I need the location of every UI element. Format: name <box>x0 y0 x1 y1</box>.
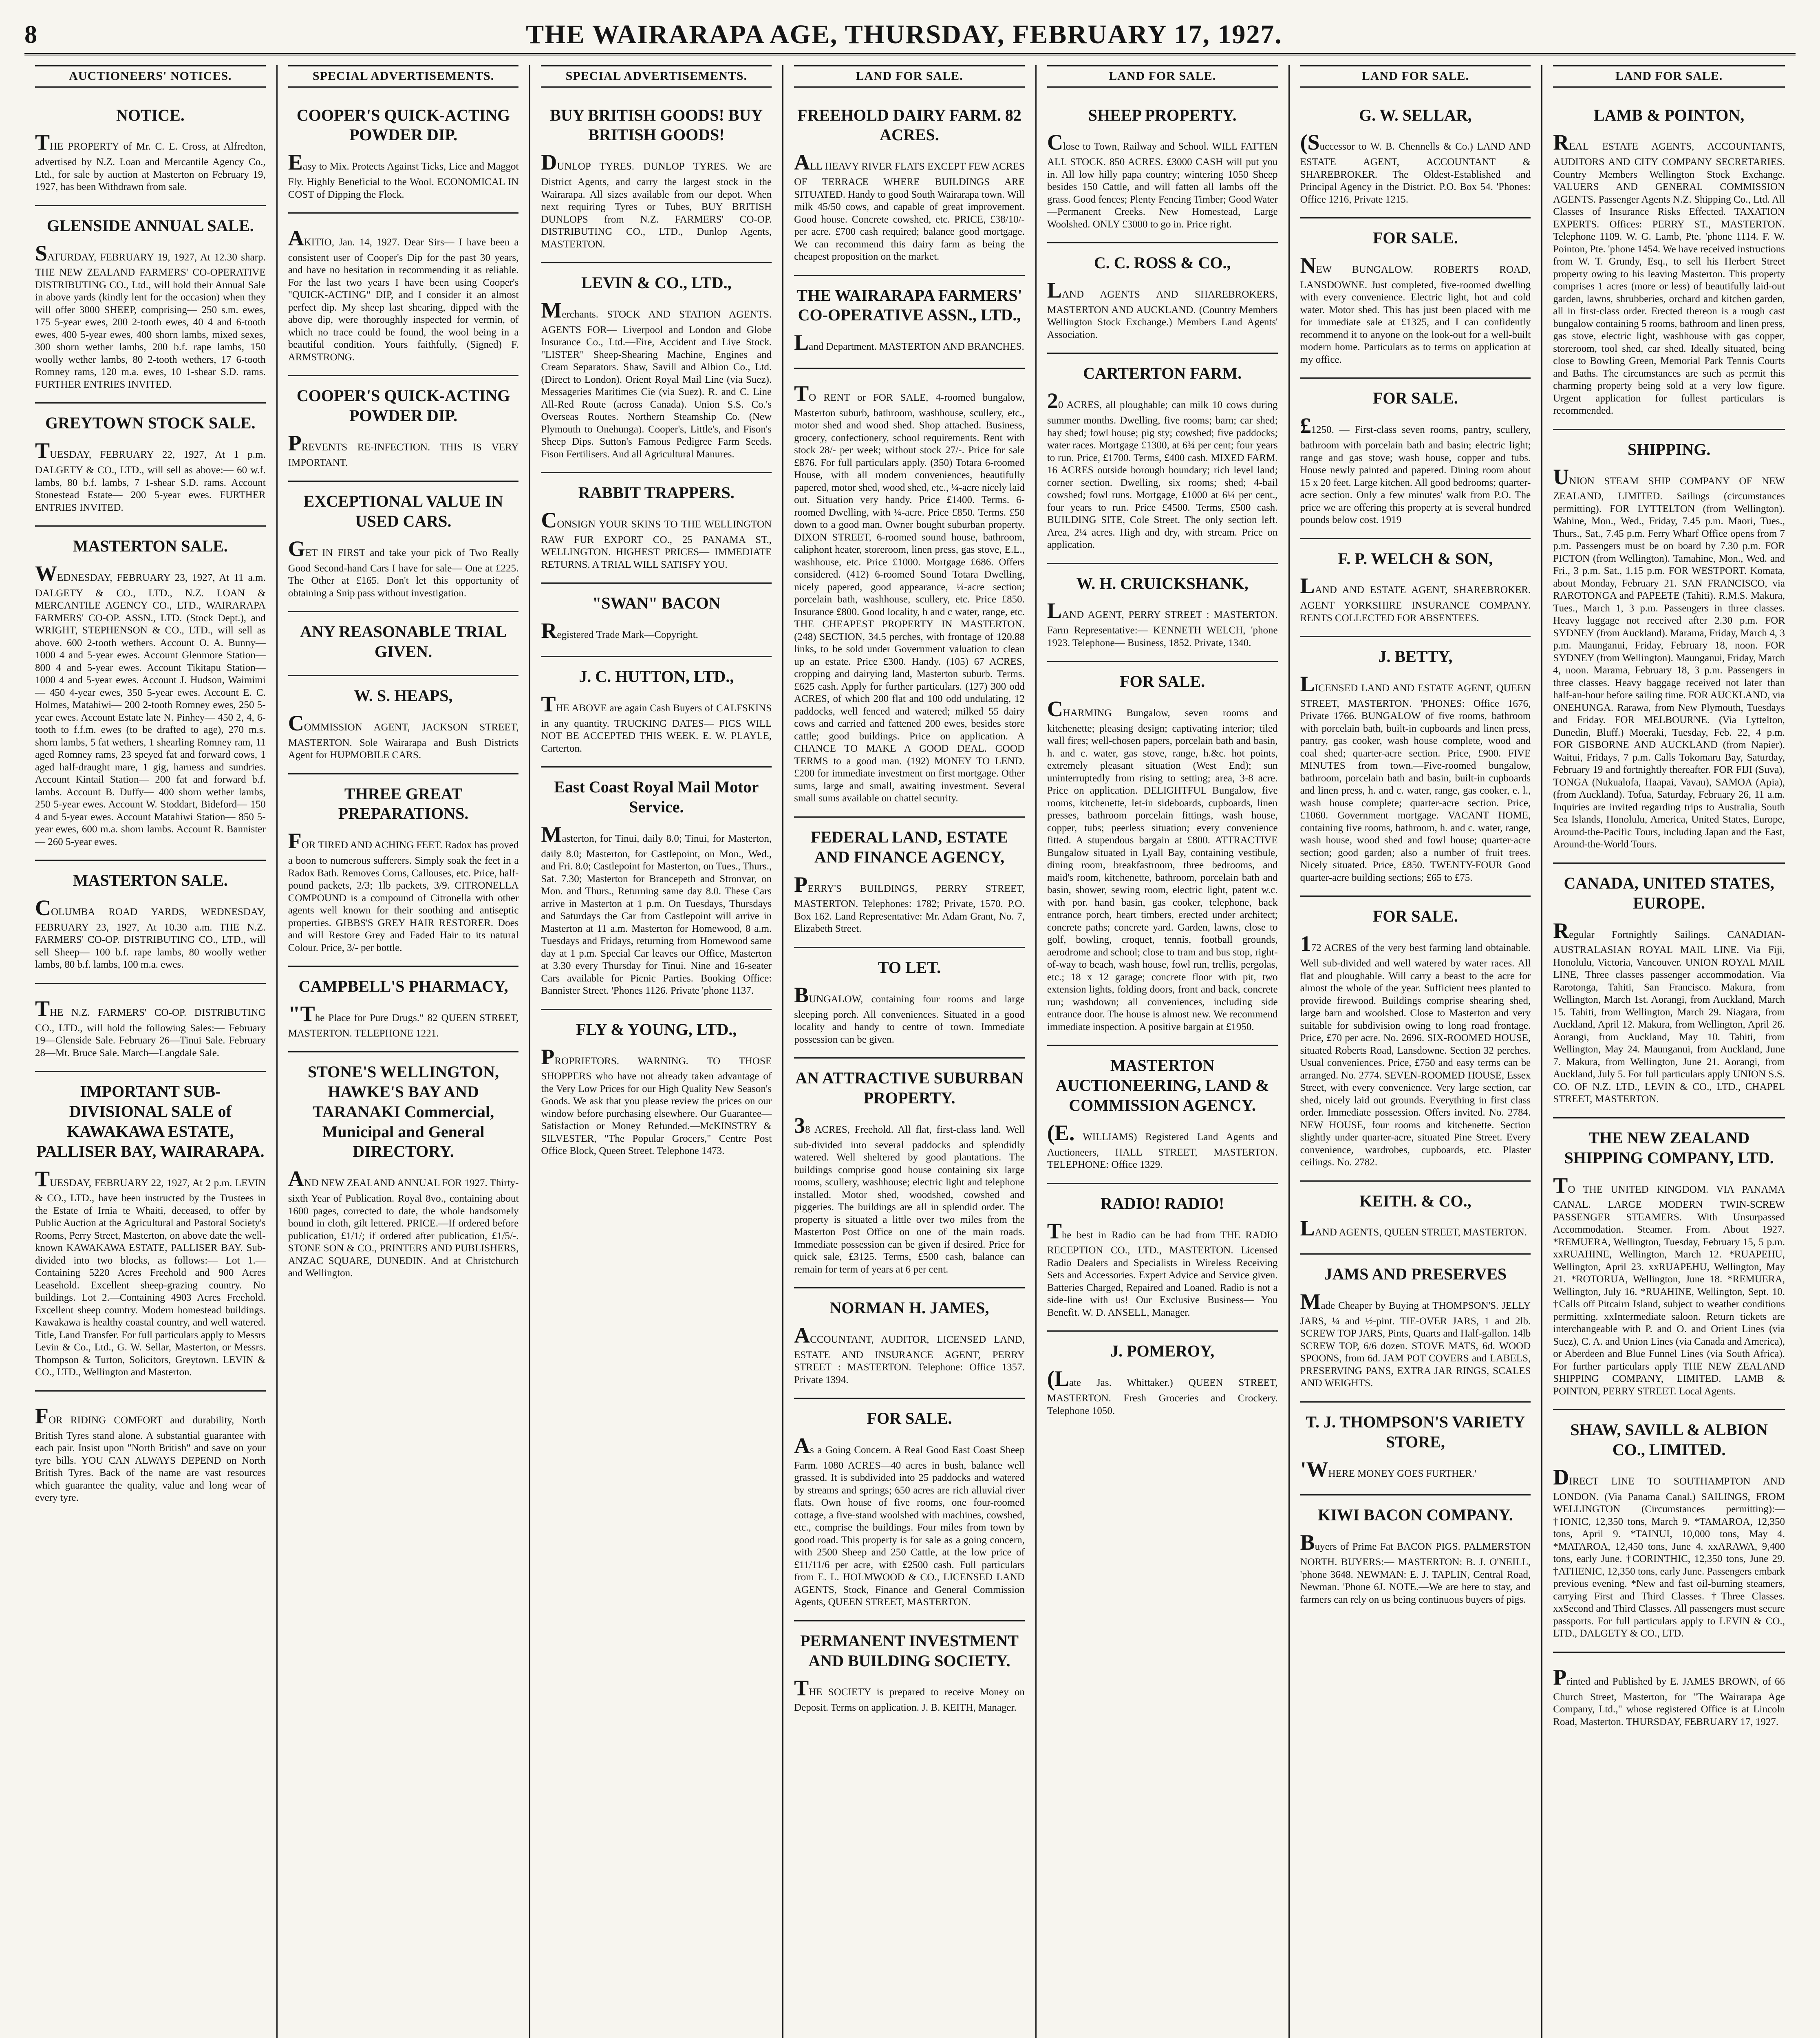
ad-title: East Coast Royal Mail Motor Service. <box>554 778 759 816</box>
column-heading: SPECIAL ADVERTISEMENTS. <box>541 65 772 88</box>
ad-title: ANY REASONABLE TRIAL GIVEN. <box>300 622 507 661</box>
ad-body: BUNGALOW, containing four rooms and large sleeping porch. All conveniences. Situated in a good locality and handy to centre of town. Immediate possession can be given. <box>794 982 1025 1045</box>
advertisement <box>35 206 266 404</box>
ad-body: COMMISSION AGENT, JACKSON STREET, MASTERTON. Sole Wairarapa and Bush Districts Agent for HUPMOBILE CARS. <box>288 710 519 761</box>
ad-title: T. J. THOMPSON'S VARIETY STORE, <box>1306 1412 1525 1451</box>
ad-body: TO THE UNITED KINGDOM. VIA PANAMA CANAL. LARGE MODERN TWIN-SCREW PASSENGER STEAMERS. With Unsurpassed Accommodation. Steamer. From. About 1927. *REMUERA, Wellington, Tuesday, February 15, 5 p.m. xxRUAHINE, Wellington, March 12. *RUAPEHU, Wellington, April 23. xxRUAPEHU, Wellington, May 21. *ROTORUA, Wellington, June 18. *REMUERA, Wellington, July 16. *RUAHINE, Wellington, Sept. 10. †Calls off Pitcairn Island, subject to weather conditions permitting. xxIntermediate saloon. Return tickets are interchangeable with P. and O. and Orient Lines (via Suez), C. A. and Union Lines (via Canada and America), or Aberdeen and Blue Funnel Lines (via South Africa). For further particulars apply THE NEW ZEALAND SHIPPING COMPANY, LIMITED. LAMB & POINTON, PERRY STREET. Local Agents. <box>1553 1173 1785 1397</box>
advertisement <box>35 1392 266 1516</box>
ad-body: Close to Town, Railway and School. WILL FATTEN ALL STOCK. 850 ACRES. £3000 CASH will put you in. All low hilly papa country; wintering 1050 Sheep besides 150 Cattle, and will fatten all lambs off the grass. Good fences; Plenty Fencing Timber; Good Water—Permanent Creeks. New Homestead, Large Woolshed. ONLY £3000 to go in. Price right. <box>1047 130 1278 230</box>
ad-body: FOR TIRED AND ACHING FEET. Radox has proved a boon to numerous sufferers. Simply soak the feet in a Radox Bath. Removes Corns, Callouses, etc. Price, half-pound packets, 2/3; 1lb packets, 3/9. CITRONELLA COMPOUND is a compound of Citronella with other agents well known for their soothing and antiseptic properties. GIBBS'S GREY HAIR RESTORER. Does and will Restore Grey and Faded Hair to its natural Colour. Price, 3/- per bottle. <box>288 829 519 953</box>
advertisement <box>1300 1255 1531 1403</box>
ad-title: C. C. ROSS & CO., <box>1094 254 1231 272</box>
advertisement <box>794 276 1025 369</box>
advertisement <box>35 527 266 861</box>
advertisement <box>1553 1410 1785 1652</box>
advertisement <box>1047 1184 1278 1332</box>
ad-body: GET IN FIRST and take your pick of Two Really Good Second-hand Cars I have for sale— One at £225. The Other at £165. Don't let this opportunity of obtaining a Snip pass without investigation. <box>288 536 519 599</box>
advertisement <box>35 96 266 206</box>
ad-body: DUNLOP TYRES. DUNLOP TYRES. We are District Agents, and carry the largest stock in the Wairarapa. All sizes available from our depot. When next requiring Tyres or Tubes, BUY BRITISH DUNLOPS from N.Z. FARMERS' CO-OP. DISTRIBUTING CO., LTD., Dunlop Agents, MASTERTON. <box>541 150 772 250</box>
ad-title: SHIPPING. <box>1627 440 1711 459</box>
ad-title: "SWAN" BACON <box>592 594 721 613</box>
ad-title: PERMANENT INVESTMENT AND BUILDING SOCIETY. <box>800 1631 1019 1670</box>
ad-body: WEDNESDAY, FEBRUARY 23, 1927, At 11 a.m. DALGETY & CO., LTD., N.Z. LOAN & MERCANTILE AGENCY CO., LTD., WAIRARAPA FARMERS' CO-OP. ASSN., LTD. (Stock Dept.), and WRIGHT, STEPHENSON & CO., LTD., will sell as above. 600 2-tooth wethers. Account O. A. Bunny— 1000 4 and 5-year ewes. Account Glenmore Station— 800 4 and 5-year ewes. Account Tikitapu Station— 1000 4 and 5-year ewes. Account J. Hudson, Waimimi— 450 4-year ewes, 350 5-year ewes. Account E. C. Holmes, Matahiwi— 200 2-tooth Romney ewes, 250 5-year ewes. Account Estate late N. Pinhey— 450 2, 4, 6-tooth to f.f.m. ewes (to be drafted to age), 270 m.s. shorn lambs, 5 fat wethers, 1 shearling Romney ram, 11 aged Romney rams, 23 speyed fat and forward cows, 1 aged half-draught mare, 1 gig, harness and sundries. Account Kintail Station— 200 fat and forward b.f. lambs. Account B. Duffy— 400 shorn wether lambs, 250 5-year ewes. Account W. Stoddart, Bideford— 150 4 and 5-year ewes. Account Matahiwi Station— 850 5-year ewes, 600 m.a. shorn lambs. Account R. Bannister— 260 5-year ewes. <box>35 561 266 847</box>
ad-title: G. W. SELLAR, <box>1359 106 1472 124</box>
ad-body: ACCOUNTANT, AUDITOR, LICENSED LAND, ESTATE AND INSURANCE AGENT, PERRY STREET : MASTERTON. Telephone: Office 1357. Private 1394. <box>794 1323 1025 1385</box>
advertisement <box>794 96 1025 276</box>
advertisement <box>1553 864 1785 1118</box>
advertisement <box>288 774 519 967</box>
ad-title: THE NEW ZEALAND SHIPPING COMPANY, LTD. <box>1564 1128 1774 1167</box>
ad-body: LICENSED LAND AND ESTATE AGENT, QUEEN STREET, MASTERTON. 'PHONES: Office 1676, Private 1766. BUNGALOW of five rooms, bathroom with porcelain bath, built-in cupboards and linen press, pantry, gas cooker, wash house complete, wood and coal shed; quarter-acre section. Price, £900. FIVE MINUTES from town.—Five-roomed bungalow, bathroom, porcelain bath and basin, built-in cupboards and linen press, h. and c. water, range, gas cooker, e. l., wash house complete; quarter-acre section. Price, £1060. Government mortgage. VACANT HOME, containing five rooms, bathroom, h. and c. water, range, wash house, wood shed and fowl house; quarter-acre section; good garden; also a number of fruit trees. Nicely situated. Price, £850. TWENTY-FOUR Good quarter-acre building sections; £65 to £75. <box>1300 672 1531 883</box>
ad-body: ALL HEAVY RIVER FLATS EXCEPT FEW ACRES OF TERRACE WHERE BUILDINGS ARE SITUATED. Handy to good South Wairarapa town. Will milk 45/50 cows, and capable of great improvement. Good house. Concrete cowshed, etc. PRICE, £38/10/- per acre. £700 cash required; balance good mortgage. We can recommend this dairy farm as being the cheapest proposition on the market. <box>794 150 1025 262</box>
ad-body: REAL ESTATE AGENTS, ACCOUNTANTS, AUDITORS AND CITY COMPANY SECRETARIES. Country Members Wellington Stock Exchange. VALUERS AND GENERAL COMMISSION AGENTS. Passenger Agents N.Z. Shipping Co., Ltd. All Classes of Insurance Risks Effected. TAXATION EXPERTS. Offices: PERRY ST., MASTERTON. Telephone 1109. W. G. Lamb, Pte. 'phone 1114. F. W. Pointon, Pte. 'phone 1454. We have received instructions from W. T. Grundy, Esq., to sell his Herbert Street property owing to his leaving Masterton. This property comprises 1 acres (more or less) of beautifully laid-out garden, lawns, shrubberies, orchard and kitchen garden, all in first-class order. Erected thereon is a rough cast bungalow containing 5 rooms, bathroom and linen press, gas stove, electric light, washhouse with gas copper, storeroom, tool shed, car shed. Ideally situated, being close to Bowling Green, Memorial Park Tennis Courts and Baths. The circumstances are such as permit this charming property being sold at a very low figure. Urgent application for fullest particulars is recommended. <box>1553 130 1785 417</box>
advertisement <box>541 473 772 584</box>
ad-body: LAND AND ESTATE AGENT, SHAREBROKER. AGENT YORKSHIRE INSURANCE COMPANY. RENTS COLLECTED FOR ABSENTEES. <box>1300 573 1531 624</box>
ad-title: THE WAIRARAPA FARMERS' CO-OPERATIVE ASSN., LTD., <box>796 286 1022 324</box>
ad-title: J. C. HUTTON, LTD., <box>579 667 734 686</box>
advertisement <box>1553 96 1785 430</box>
advertisement <box>288 96 519 214</box>
ad-body: (Successor to W. B. Chennells & Co.) LAND AND ESTATE AGENT, ACCOUNTANT & SHAREBROKER. The Oldest-Established and Principal Agency in the District. P.O. Box 54. 'Phones: Office 1216, Private 1215. <box>1300 130 1531 205</box>
advertisement <box>1300 897 1531 1181</box>
advertisement <box>794 1399 1025 1621</box>
ad-title: FLY & YOUNG, LTD., <box>576 1020 737 1039</box>
ad-body: AND NEW ZEALAND ANNUAL FOR 1927. Thirty-sixth Year of Publication. Royal 8vo., containing about 1600 pages, corrected to date, the whole handsomely bound in cloth, gilt lettered. PRICE.—If ordered before publication, £1/1/; if ordered after publication, £1/5/-. STONE SON & CO., PRINTERS AND PUBLISHERS, ANZAC SQUARE, DUNEDIN. And at Christchurch and Wellington. <box>288 1167 519 1279</box>
ad-title: STONE'S WELLINGTON, HAWKE'S BAY AND TARANAKI Commercial, Municipal and General DIRECTORY. <box>308 1063 499 1161</box>
ad-title: NOTICE. <box>116 106 185 124</box>
advertisement <box>1300 218 1531 379</box>
column-3 <box>530 65 783 2038</box>
advertisement <box>794 818 1025 948</box>
advertisement <box>794 1059 1025 1288</box>
advertisement <box>288 214 519 376</box>
ad-body: THE PROPERTY of Mr. C. E. Cross, at Alfredton, advertised by N.Z. Loan and Mercantile Agency Co., Ltd., for sale by auction at Masterton on February 19, 1927, has been Withdrawn from sale. <box>35 130 266 193</box>
column-7 <box>1542 65 1796 2038</box>
advertisement <box>1300 1495 1531 1617</box>
ad-body: AKITIO, Jan. 14, 1927. Dear Sirs— I have been a consistent user of Cooper's Dip for the past 30 years, and have no hesitation in recommending it as reliable. For the last two years I have been using Cooper's "QUICK-ACTING" DIP, and I consider it an almost perfect dip. My sheep last shearing, dipped with the above dip, were thoroughly inspected for vermin, of which no trace could be found, the wool being in a beautiful condition. Yours faithfully, (Signed) F. ARMSTRONG. <box>288 226 519 363</box>
ad-body: UNION STEAM SHIP COMPANY OF NEW ZEALAND, LIMITED. Sailings (circumstances permitting). FOR LYTTELTON (from Wellington). Wahine, Mon., Wed., Friday, 7.45 p.m. Maori, Tues., Thurs., Sat., 7.45 p.m. Ferry Wharf Office opens from 7 p.m. Passengers must be on board by 7.30 p.m. FOR PICTON (from Wellington). Tamahine, Mon., Wed. and Fri., 3 p.m. Sat., 1.15 p.m. FOR WESTPORT. Komata, about Monday, February 21. SAN FRANCISCO, via RAROTONGA and PAPEETE (Tahiti). R.M.S. Makura, Tues., March 1, 3 p.m. Passengers in three classes. Heavy luggage not received after 2.30 p.m. FOR SYDNEY (from Auckland). Marama, Friday, March 4, 3 p.m. Maunganui, Friday, February 18, noon. FOR SYDNEY (from Wellington). Maunganui, Friday, March 4, noon. Marama, February 18, 3 p.m. Passengers in three classes. Heavy baggage received not later than half-an-hour before sailing time. FOR AUCKLAND, via ONEHUNGA. Rarawa, from New Plymouth, Tuesdays and Friday. FOR MELBOURNE. (Via Lyttelton, Dunedin, Bluff.) Moeraki, Tuesday, Feb. 22, 4 p.m. FOR GISBORNE AND AUCKLAND (from Napier). Waitui, Fridays, 7 p.m. Calls Tokomaru Bay, Saturday, February 19 and fortnightly thereafter. FOR FIJI (Suva), TONGA (Nukualofa, Haapai, Vavau), SAMOA (Apia), (from Auckland). Tofua, Saturday, February 26, 11 a.m. Inquiries are invited regarding trips to Australia, South Sea Islands, Honolulu, America, United States, Europe, Around-the-Pacific Tours, including Japan and the East, Around-the-World Tours. <box>1553 464 1785 850</box>
ad-body: LAND AGENTS, QUEEN STREET, MASTERTON. <box>1300 1216 1527 1241</box>
ad-title: W. H. CRUICKSHANK, <box>1076 574 1249 593</box>
ad-title: COOPER'S QUICK-ACTING POWDER DIP. <box>296 106 510 144</box>
advertisement <box>1047 564 1278 662</box>
ad-body: Land Department. MASTERTON AND BRANCHES. <box>794 330 1024 355</box>
advertisement <box>288 482 519 612</box>
advertisement <box>1047 96 1278 244</box>
ad-body: (Late Jas. Whittaker.) QUEEN STREET, MASTERTON. Fresh Groceries and Crockery. Telephone 1050. <box>1047 1366 1278 1416</box>
advertisement <box>541 768 772 1010</box>
advertisement <box>35 1072 266 1392</box>
ad-body: £1250. — First-class seven rooms, pantry, scullery, bathroom with porcelain bath and basin; electric light; range and gas stove; wash house, copper and tubs. House newly painted and papered. Dining room about 15 x 20 feet. Large kitchen. All good bedrooms; quarter-acre section. Only a few minutes' walk from P.O. The price we are offering this property at is several hundred pounds below cost. 1919 <box>1300 413 1531 526</box>
ad-title: J. BETTY, <box>1378 647 1453 666</box>
advertisement <box>288 676 519 774</box>
ad-body: THE N.Z. FARMERS' CO-OP. DISTRIBUTING CO., LTD., will hold the following Sales:— February 19—Glenside Sale. February 26—Tinui Sale. February 28—Mt. Bruce Sale. March—Langdale Sale. <box>35 996 266 1059</box>
advertisement <box>541 263 772 473</box>
column-5 <box>1037 65 1290 2038</box>
advertisement <box>1047 1332 1278 1429</box>
ad-title: IMPORTANT SUB-DIVISIONAL SALE of KAWAKAWA ESTATE, PALLISER BAY, WAIRARAPA. <box>36 1082 265 1160</box>
ad-title: NORMAN H. JAMES, <box>829 1299 989 1317</box>
advertisement <box>1553 430 1785 864</box>
ad-body: Registered Trade Mark—Copyright. <box>541 618 698 643</box>
ad-body: TO RENT or FOR SALE, 4-roomed bungalow, Masterton suburb, bathroom, washhouse, scullery, etc., motor shed and wood shed. Shop attached. Business, grocery, confectionery, school requirements. Rent with stock 28/- per week; without stock 27/-. Price for sale £876. For full particulars apply. (350) Totara 6-roomed House, with all modern conveniences, beautifully papered, motor shed, wood shed, etc., ¼-acre nicely laid out. Situation very handy. Price £1400. Terms. 6-roomed Dwelling, with ¼-acre. Price £850. Terms. £50 down to a good man. Owner bought suburban property. DIXON STREET, 6-roomed sound house, bathroom, caliphont heater, storeroom, linen press, gas stove, E.L., washhouse, etc. Price £1000. Mortgage £686. Offers considered. (412) 6-roomed Sound Totara Dwelling, nicely papered, good appearance, ¼-acre section; porcelain bath, washhouse, scullery, etc. Price £850. Insurance £800. Good locality, h and c water, range, etc. THE CHEAPEST PROPERTY IN MASTERTON. (248) SECTION, 34.5 perches, with frontage of 120.88 links, to be sold under Government valuation to clean up an estate. Price £300. Handy. (105) 67 ACRES, cropping and dairying land, Masterton suburb. Terms. £625 cash. Apply for further particulars. (127) 300 odd ACRES, of which 200 flat and 100 odd undulating, 12 paddocks, well fenced and watered; milked 55 dairy cows and carried and fattened 200 ewes, besides store cattle; good buildings. Price on application. A CHANCE TO MAKE A GOOD DEAL. GOOD TERMS to a good man. (192) MONEY TO LEND. £200 for immediate investment on first mortgage. Other sums, large and small, awaiting investment. Several small sums available on chattel security. <box>794 381 1025 804</box>
masthead <box>24 16 1796 55</box>
newspaper-title: THE WAIRARAPA AGE, THURSDAY, FEBRUARY 17, 1927. <box>526 20 1282 49</box>
column-2 <box>278 65 531 2038</box>
advertisement <box>794 369 1025 818</box>
ad-body: 20 ACRES, all ploughable; can milk 10 cows during summer months. Dwelling, five rooms; barn; car shed; hay shed; fowl house; pig sty; cowshed; five paddocks; water races. Mortgage £1300, at 6¾ per cent; four years to run. Price, £1700. Terms, £400 cash. MIXED FARM. 16 ACRES outside borough boundary; rich level land; corner section. Dwelling, six rooms; shed; 4-bail cowshed; fowl runs. Mortgage, £1000 at 6¼ per cent., four years to run. Price £4500. Terms, £500 cash. BUILDING SITE, Cole Street. The only section left. Area, 2¼ acres. High and dry, with stream. Price on application. <box>1047 388 1278 551</box>
ad-title: CAMPBELL'S PHARMACY, <box>298 977 508 996</box>
ad-title: EXCEPTIONAL VALUE IN USED CARS. <box>303 492 503 531</box>
advertisement <box>1553 1118 1785 1410</box>
advertisement <box>35 861 266 984</box>
ad-title: GREYTOWN STOCK SALE. <box>45 414 256 432</box>
column-heading: LAND FOR SALE. <box>1553 65 1785 88</box>
column-heading: AUCTIONEERS' NOTICES. <box>35 65 266 88</box>
advertisement <box>1300 96 1531 219</box>
advertisement <box>288 376 519 482</box>
advertisement <box>794 1621 1025 1726</box>
ad-body: Made Cheaper by Buying at THOMPSON'S. JELLY JARS, ¼ and ½-pint. TIE-OVER JARS, 1 and 2lb. SCREW TOP JARS, Pints, Quarts and Half-gallon. 14lb SCREW TOP, 6/6 dozen. STOVE MATS, 6d. WOOD SPOONS, from 6d. JAM POT COVERS and LABELS, PRESERVING PANS, EXTRA JAR RINGS, SCALES AND WEIGHTS. <box>1300 1289 1531 1389</box>
column-heading: LAND FOR SALE. <box>1047 65 1278 88</box>
advertisement <box>35 404 266 527</box>
ad-title: JAMS AND PRESERVES <box>1324 1265 1507 1284</box>
advertisement <box>1300 379 1531 539</box>
advertisement <box>541 96 772 263</box>
ad-body: FOR RIDING COMFORT and durability, North British Tyres stand alone. A substantial guarantee with each pair. Insist upon "North British" and save on your tyre bills. YOU CAN ALWAYS DEPEND on North British Tyres. Back of the name are vast resources which guarantee the quality, value and long wear of every tyre. <box>35 1403 266 1504</box>
ad-body: 'WHERE MONEY GOES FURTHER.' <box>1300 1457 1476 1482</box>
advertisement <box>541 657 772 768</box>
advertisement <box>1300 1182 1531 1255</box>
advertisement <box>288 967 519 1052</box>
ad-title: BUY BRITISH GOODS! BUY BRITISH GOODS! <box>550 106 763 144</box>
advertisement <box>288 1052 519 1291</box>
ad-body: LAND AGENTS AND SHAREBROKERS, MASTERTON AND AUCKLAND. (Country Members Wellington Stock Exchange.) Members Land Agents' Association. <box>1047 278 1278 340</box>
ad-title: MASTERTON SALE. <box>73 537 228 556</box>
ad-title: RADIO! RADIO! <box>1101 1194 1224 1213</box>
ad-title: MASTERTON AUCTIONEERING, LAND & COMMISSION AGENCY. <box>1056 1056 1269 1115</box>
ad-body: Buyers of Prime Fat BACON PIGS. PALMERSTON NORTH. BUYERS:— MASTERTON: B. J. O'NEILL, 'phone 3648. NEWMAN: E. J. TAPLIN, Central Road, Newman. 'Phone 6J. NOTE.—We are here to stay, and farmers can rely on us being continuous buyers of pigs. <box>1300 1530 1531 1605</box>
ad-title: GLENSIDE ANNUAL SALE. <box>46 216 254 235</box>
column-1 <box>24 65 278 2038</box>
ad-title: SHEEP PROPERTY. <box>1088 106 1237 124</box>
ad-title: KIWI BACON COMPANY. <box>1317 1506 1513 1524</box>
ad-body: Merchants. STOCK AND STATION AGENTS. AGENTS FOR— Liverpool and London and Globe Insurance Co., Ltd.—Fire, Accident and Live Stock. "LISTER" Sheep-Shearing Machine, Engines and Cream Separators. Shaw, Savill and Albion Co., Ltd. (Direct to London). Orient Royal Mail Line (via Suez). Messageries Maritimes Cie (via Suez). R. and C. Line All-Red Route (across Canada). Union S.S. Co.'s Overseas Routes. Northern Steamship Co. (New Plymouth to Onehunga). Cooper's, Little's, and Fison's Sheep Dips. Sutton's Famous Pedigree Farm Seeds. Fison Fertilisers. And all Agricultural Manures. <box>541 298 772 460</box>
ad-title: LAMB & POINTON, <box>1594 106 1745 124</box>
column-6 <box>1290 65 1543 2038</box>
ad-title: FOR SALE. <box>1372 389 1458 408</box>
ad-body: 172 ACRES of the very best farming land obtainable. Well sub-divided and well watered by water races. All flat and ploughable. Will carry a beast to the acre for almost the whole of the year. Sufficient trees planted to provide firewood. Buildings comprise shearing shed, large barn and woolshed. Close to Masterton and very suitable for subdivision owing to long road frontage. Price, £70 per acre. No. 2696. SIX-ROOMED HOUSE, situated Roberts Road, Lansdowne. Section 32 perches. Usual conveniences. Price, £750 and easy terms can be arranged. No. 2774. SEVEN-ROOMED HOUSE, Essex Street, with every convenience. Very large section, car shed, nicely laid out grounds. Everything in first class order. Immediate possession. Offers invited. No. 2784. NEW HOUSE, four rooms and kitchenette. Section slightly under quarter-acre, situated Pine Street. Every convenience, wardrobes, cupboards, etc. Plaster ceilings. No. 2782. <box>1300 931 1531 1168</box>
advertisement <box>794 1288 1025 1399</box>
ad-title: FEDERAL LAND, ESTATE AND FINANCE AGENCY, <box>810 827 1008 866</box>
advertisement <box>794 948 1025 1059</box>
newspaper-columns <box>24 65 1796 2038</box>
ad-body: DIRECT LINE TO SOUTHAMPTON AND LONDON. (Via Panama Canal.) SAILINGS, FROM WELLINGTON (Circumstances permitting):— †IONIC, 12,350 tons, March 9. *TAMAROA, 12,350 tons, April 9. *TAINUI, 10,000 tons, May 4. *MATAROA, 12,450 tons, June 4. xxARAWA, 9,400 tons, early June. †CORINTHIC, 12,350 tons, June 29. †ATHENIC, 12,350 tons, early June. Passengers embark previous evening. *New and fast oil-burning steamers, carrying First and Third Classes. †Three Classes. xxSecond and Third Classes. All passengers must secure passports. For full particulars apply to LEVIN & CO., LTD., DALGETY & CO., LTD. <box>1553 1465 1785 1639</box>
ad-title: FREEHOLD DAIRY FARM. 82 ACRES. <box>797 106 1021 144</box>
ad-title: FOR SALE. <box>1372 907 1458 926</box>
ad-title: FOR SALE. <box>1372 229 1458 247</box>
ad-body: The best in Radio can be had from THE RADIO RECEPTION CO., LTD., MASTERTON. Licensed Radio Dealers and Specialists in Wireless Receiving Sets and Accessories. Expert Advice and Service given. Batteries Charged, Repaired and Loaned. Radio is not a side-line with us! Our Exclusive Business— You Benefit. W. D. ANSELL, Manager. <box>1047 1218 1278 1318</box>
column-heading: SPECIAL ADVERTISEMENTS. <box>288 65 519 88</box>
ad-title: FOR SALE. <box>1120 672 1205 691</box>
ad-body: "The Place for Pure Drugs." 82 QUEEN STREET, MASTERTON. TELEPHONE 1221. <box>288 1001 519 1039</box>
ad-title: SHAW, SAVILL & ALBION CO., LIMITED. <box>1570 1420 1768 1459</box>
ad-body: SATURDAY, FEBRUARY 19, 1927, At 12.30 sharp. THE NEW ZEALAND FARMERS' CO-OPERATIVE DISTRIBUTING CO., Ltd., will hold their Annual Sale in above yards (kindly lent for the occasion) when they will offer 3000 SHEEP, comprising— 250 s.m. ewes, 175 5-year ewes, 200 2-tooth ewes, 40 4 and 6-tooth ewes, 400 5-year ewes, 400 shorn lambs, mixed sexes, 300 shorn wether lambs, 200 b.f. rape lambs, 150 woolly wether lambs, 80 2-tooth wethers, 17 6-tooth Romney rams, 120 m.a. ewes, 10 1-shear S.D. rams. FURTHER ENTRIES INVITED. <box>35 240 266 390</box>
ad-title: F. P. WELCH & SON, <box>1338 549 1493 568</box>
advertisement <box>288 612 519 676</box>
ad-body: THE SOCIETY is prepared to receive Money on Deposit. Terms on application. J. B. KEITH, Manager. <box>794 1676 1025 1714</box>
ad-body: (E. WILLIAMS) Registered Land Agents and Auctioneers, HALL STREET, MASTERTON. TELEPHONE: Office 1329. <box>1047 1120 1278 1171</box>
advertisement <box>541 1010 772 1169</box>
ad-body: Printed and Published by E. JAMES BROWN, of 66 Church Street, Masterton, for "The Wairarapa Age Company, Ltd.," whose registered Office is at Lincoln Road, Masterton. THURSDAY, FEBRUARY 17, 1927. <box>1553 1665 1785 1727</box>
column-heading: LAND FOR SALE. <box>1300 65 1531 88</box>
ad-body: CHARMING Bungalow, seven rooms and kitchenette; pleasing design; captivating interior; tiled wall fires; well-chosen papers, porcelain bath and basin, h. and c. water, gas stove, range, h.&c. hot points, extremely pleasant situation (West End); sun uninterruptedly from rising to setting; area, 3-8 acre. Price on application. DELIGHTFUL Bungalow, five rooms, kitchenette, let-in sideboards, cupboards, linen presses, bathroom porcelain fittings, wash house, copper, tubs; peerless situation; every convenience fitted. A stupendous bargain at £800. ATTRACTIVE Bungalow situated in Lyall Bay, containing vestibule, dining room, breakfastroom, three bedrooms, and maid's room, kitchenette, bathroom, porcelain bath and basin, shower, sewing room, electric light, patent w.c. with por. hand basin, gas cooker, telephone, back entrance porch, heart timbers, erected under architect; concrete paths; concrete yard. Garden, lawns, close to golf, bowling, croquet, tennis, football grounds, aerodrome and school; close to tram and bus stop, right-of-way to beach, wash house, fowl run, trellis, pergolas, etc.; 18 x 12 garage; concrete floor with pit, two extension lights, folding doors, front and back, concrete run; washdown; all conveniences, including side entrance door. The house is almost new. We recommend immediate inspection. A positive bargain at £1950. <box>1047 697 1278 1032</box>
ad-body: Easy to Mix. Protects Against Ticks, Lice and Maggot Fly. Highly Beneficial to the Wool. ECONOMICAL IN COST of Dipping the Flock. <box>288 150 519 200</box>
advertisement <box>541 584 772 657</box>
column-heading: LAND FOR SALE. <box>794 65 1025 88</box>
ad-body: Masterton, for Tinui, daily 8.0; Tinui, for Masterton, daily 8.0; Masterton, for Castlepoint, on Mon., Wed., and Fri. 8.0; Castlepoint for Masterton, on Tues., Thurs., Sat. 7.30; Masterton for Brancepeth and Stronvar, on Mon. and Thurs., Returning same day 8.0. These Cars arrive in Masterton at 1 p.m. On Tuesdays, Thursdays and Saturdays the Car from Castlepoint will arrive in Masterton at 11 a.m. Masterton for Homewood, 8 a.m. Tuesdays and Fridays, returning from Homewood same day at 1 p.m. Special Car leaves our Office, Masterton at 3.30 every Thursday for Tinui. Nine and 16-seater Cars available for Picnic Parties. Booking Office: Bannister Street. 'Phones 1126. Private 'phone 1137. <box>541 822 772 997</box>
ad-body: TUESDAY, FEBRUARY 22, 1927, At 2 p.m. LEVIN & CO., LTD., have been instructed by the Trustees in the Estate of Irnia te Whaiti, deceased, to offer by Public Auction at the Agricultural and Pastoral Society's Rooms, Perry Street, Masterton, on above date the well-known KAWAKAWA ESTATE, PALLISER BAY. Sub-divided into two blocks, as follows:— Lot 1.—Containing 5220 Acres Freehold and 900 Acres Leasehold. Excellent sheep-grazing country. No buildings. Lot 2.—Containing 4903 Acres Freehold. Excellent sheep country. Modern homestead buildings. Kawakawa is healthy coastal country, and well watered. Title, Land Transfer. For full particulars apply to Messrs Levin & Co., Ltd., G. W. Sellar, Masterton, or Messrs. Thompson & Turton, Solicitors, Greytown. LEVIN & CO., LTD., Wellington and Masterton. <box>35 1166 266 1378</box>
advertisement <box>1300 637 1531 897</box>
ad-title: THREE GREAT PREPARATIONS. <box>338 784 469 823</box>
advertisement <box>1047 243 1278 354</box>
ad-body: PERRY'S BUILDINGS, PERRY STREET, MASTERTON. Telephones: 1782; Private, 1570. P.O. Box 162. Land Representative: Mr. Adam Grant, No. 7, Elizabeth Street. <box>794 872 1025 935</box>
ad-title: CARTERTON FARM. <box>1083 364 1242 383</box>
ad-body: COLUMBA ROAD YARDS, WEDNESDAY, FEBRUARY 23, 1927, At 10.30 a.m. THE N.Z. FARMERS' CO-OP. DISTRIBUTING CO., LTD., will sell Sheep— 100 b.f. rape lambs, 80 woolly wether lambs, 80 b.f. lambs, 100 m.a. ewes. <box>35 895 266 970</box>
page-number: 8 <box>24 20 37 49</box>
advertisement <box>1047 1046 1278 1184</box>
ad-body: 38 ACRES, Freehold. All flat, first-class land. Well sub-divided into several paddocks and splendidly watered. Well sheltered by good plantations. The buildings comprise good house containing six large rooms, scullery, washhouse; electric light and telephone installed. Motor shed, woodshed, cowshed and piggeries. The buildings are all in splendid order. The property is situated a little over two miles from the Masterton Post Office on one of the main roads. Immediate possession can be given if desired. Price for quick sale, £3125. Terms, £500 cash, balance can remain for term of years at 6 per cent. <box>794 1113 1025 1275</box>
ad-body: NEW BUNGALOW. ROBERTS ROAD, LANSDOWNE. Just completed, five-roomed dwelling with every convenience. Electric light, hot and cold water. Motor shed. This has just been placed with me for immediate sale at £1325, and I can confidently recommend it to anyone on the look-out for a well-built modern home. Particulars as to terms on application at my office. <box>1300 253 1531 365</box>
ad-body: As a Going Concern. A Real Good East Coast Sheep Farm. 1080 ACRES—40 acres in bush, balance well grassed. It is subdivided into 25 paddocks and watered by streams and springs; 650 acres are rich alluvial river flats. Own house of five rooms, one four-roomed cottage, a five-stand woolshed with machines, cowshed, etc., comprise the buildings. Four miles from town by good road. This property is for sale as a going concern, with 2500 Sheep and 250 Cattle, at the low price of £11/11/6 per acre, with £2500 cash. Full particulars from E. L. HOLMWOOD & CO., LICENSED LAND AGENTS, Stock, Finance and General Commission Agents, QUEEN STREET, MASTERTON. <box>794 1433 1025 1608</box>
advertisement <box>1047 662 1278 1046</box>
advertisement <box>1300 1403 1531 1495</box>
ad-title: FOR SALE. <box>867 1409 952 1428</box>
ad-body: Regular Fortnightly Sailings. CANADIAN-AUSTRALASIAN ROYAL MAIL LINE. Via Fiji, Honolulu, Victoria, Vancouver. UNION ROYAL MAIL LINE, Three classes passenger accommodation. Via Rarotonga, Tahiti, San Francisco. Makura, from Wellington, March 1st. Aorangi, from Auckland, March 15. Tahiti, from Wellington, March 29. Niagara, from Auckland, April 12. Makura, from Wellington, April 26. Aorangi, from Auckland, May 10. Tahiti, from Wellington, May 24. Maunganui, from Auckland, June 7. Makura, from Wellington, June 21. Aorangi, from Auckland, July 5. For full particulars apply UNION S.S. CO. OF N.Z. LTD., LEVIN & CO., LTD., CHAPEL STREET, MASTERTON. <box>1553 918 1785 1105</box>
advertisement <box>1553 1653 1785 1740</box>
ad-title: KEITH. & CO., <box>1359 1191 1471 1210</box>
advertisement <box>1300 539 1531 637</box>
ad-title: AN ATTRACTIVE SUBURBAN PROPERTY. <box>795 1069 1024 1107</box>
ad-title: TO LET. <box>878 958 941 977</box>
ad-title: RABBIT TRAPPERS. <box>578 483 735 502</box>
ad-title: W. S. HEAPS, <box>354 686 453 705</box>
column-4 <box>783 65 1037 2038</box>
ad-title: J. POMEROY, <box>1110 1342 1215 1361</box>
ad-title: LEVIN & CO., LTD., <box>581 273 732 292</box>
ad-body: TUESDAY, FEBRUARY 22, 1927, At 1 p.m. DALGETY & CO., LTD., will sell as above:— 60 w.f. lambs, 80 b.f. lambs, 7 1-shear S.D. rams. Account Stonestead Estate— 200 5-year ewes. FURTHER ENTRIES INVITED. <box>35 438 266 513</box>
ad-title: CANADA, UNITED STATES, EUROPE. <box>1564 873 1774 912</box>
ad-body: PROPRIETORS. WARNING. TO THOSE SHOPPERS who have not already taken advantage of the Very Low Prices for our High Quality New Season's Goods. We ask that you please review the prices on our window before purchasing elsewhere. Our Guarantee—Satisfaction or Money Refunded.—McKINSTRY & SILVESTER, "The Popular Grocers," Centre Post Office Block, Queen Street. Telephone 1473. <box>541 1044 772 1157</box>
ad-body: LAND AGENT, PERRY STREET : MASTERTON. Farm Representative:— KENNETH WELCH, 'phone 1923. Telephone— Business, 1852. Private, 1340. <box>1047 598 1278 648</box>
advertisement <box>1047 354 1278 564</box>
ad-body: THE ABOVE are again Cash Buyers of CALFSKINS in any quantity. TRUCKING DATES— PIGS WILL NOT BE ACCEPTED THIS WEEK. E. W. PLAYLE, Carterton. <box>541 691 772 754</box>
ad-title: MASTERTON SALE. <box>73 871 228 890</box>
ad-title: COOPER'S QUICK-ACTING POWDER DIP. <box>296 386 510 425</box>
advertisement <box>35 984 266 1072</box>
ad-body: PREVENTS RE-INFECTION. THIS IS VERY IMPORTANT. <box>288 431 519 468</box>
ad-body: CONSIGN YOUR SKINS TO THE WELLINGTON RAW FUR EXPORT CO., 25 PANAMA ST., WELLINGTON. HIGHEST PRICES— IMMEDIATE RETURNS. A TRIAL WILL SATISFY YOU. <box>541 508 772 570</box>
